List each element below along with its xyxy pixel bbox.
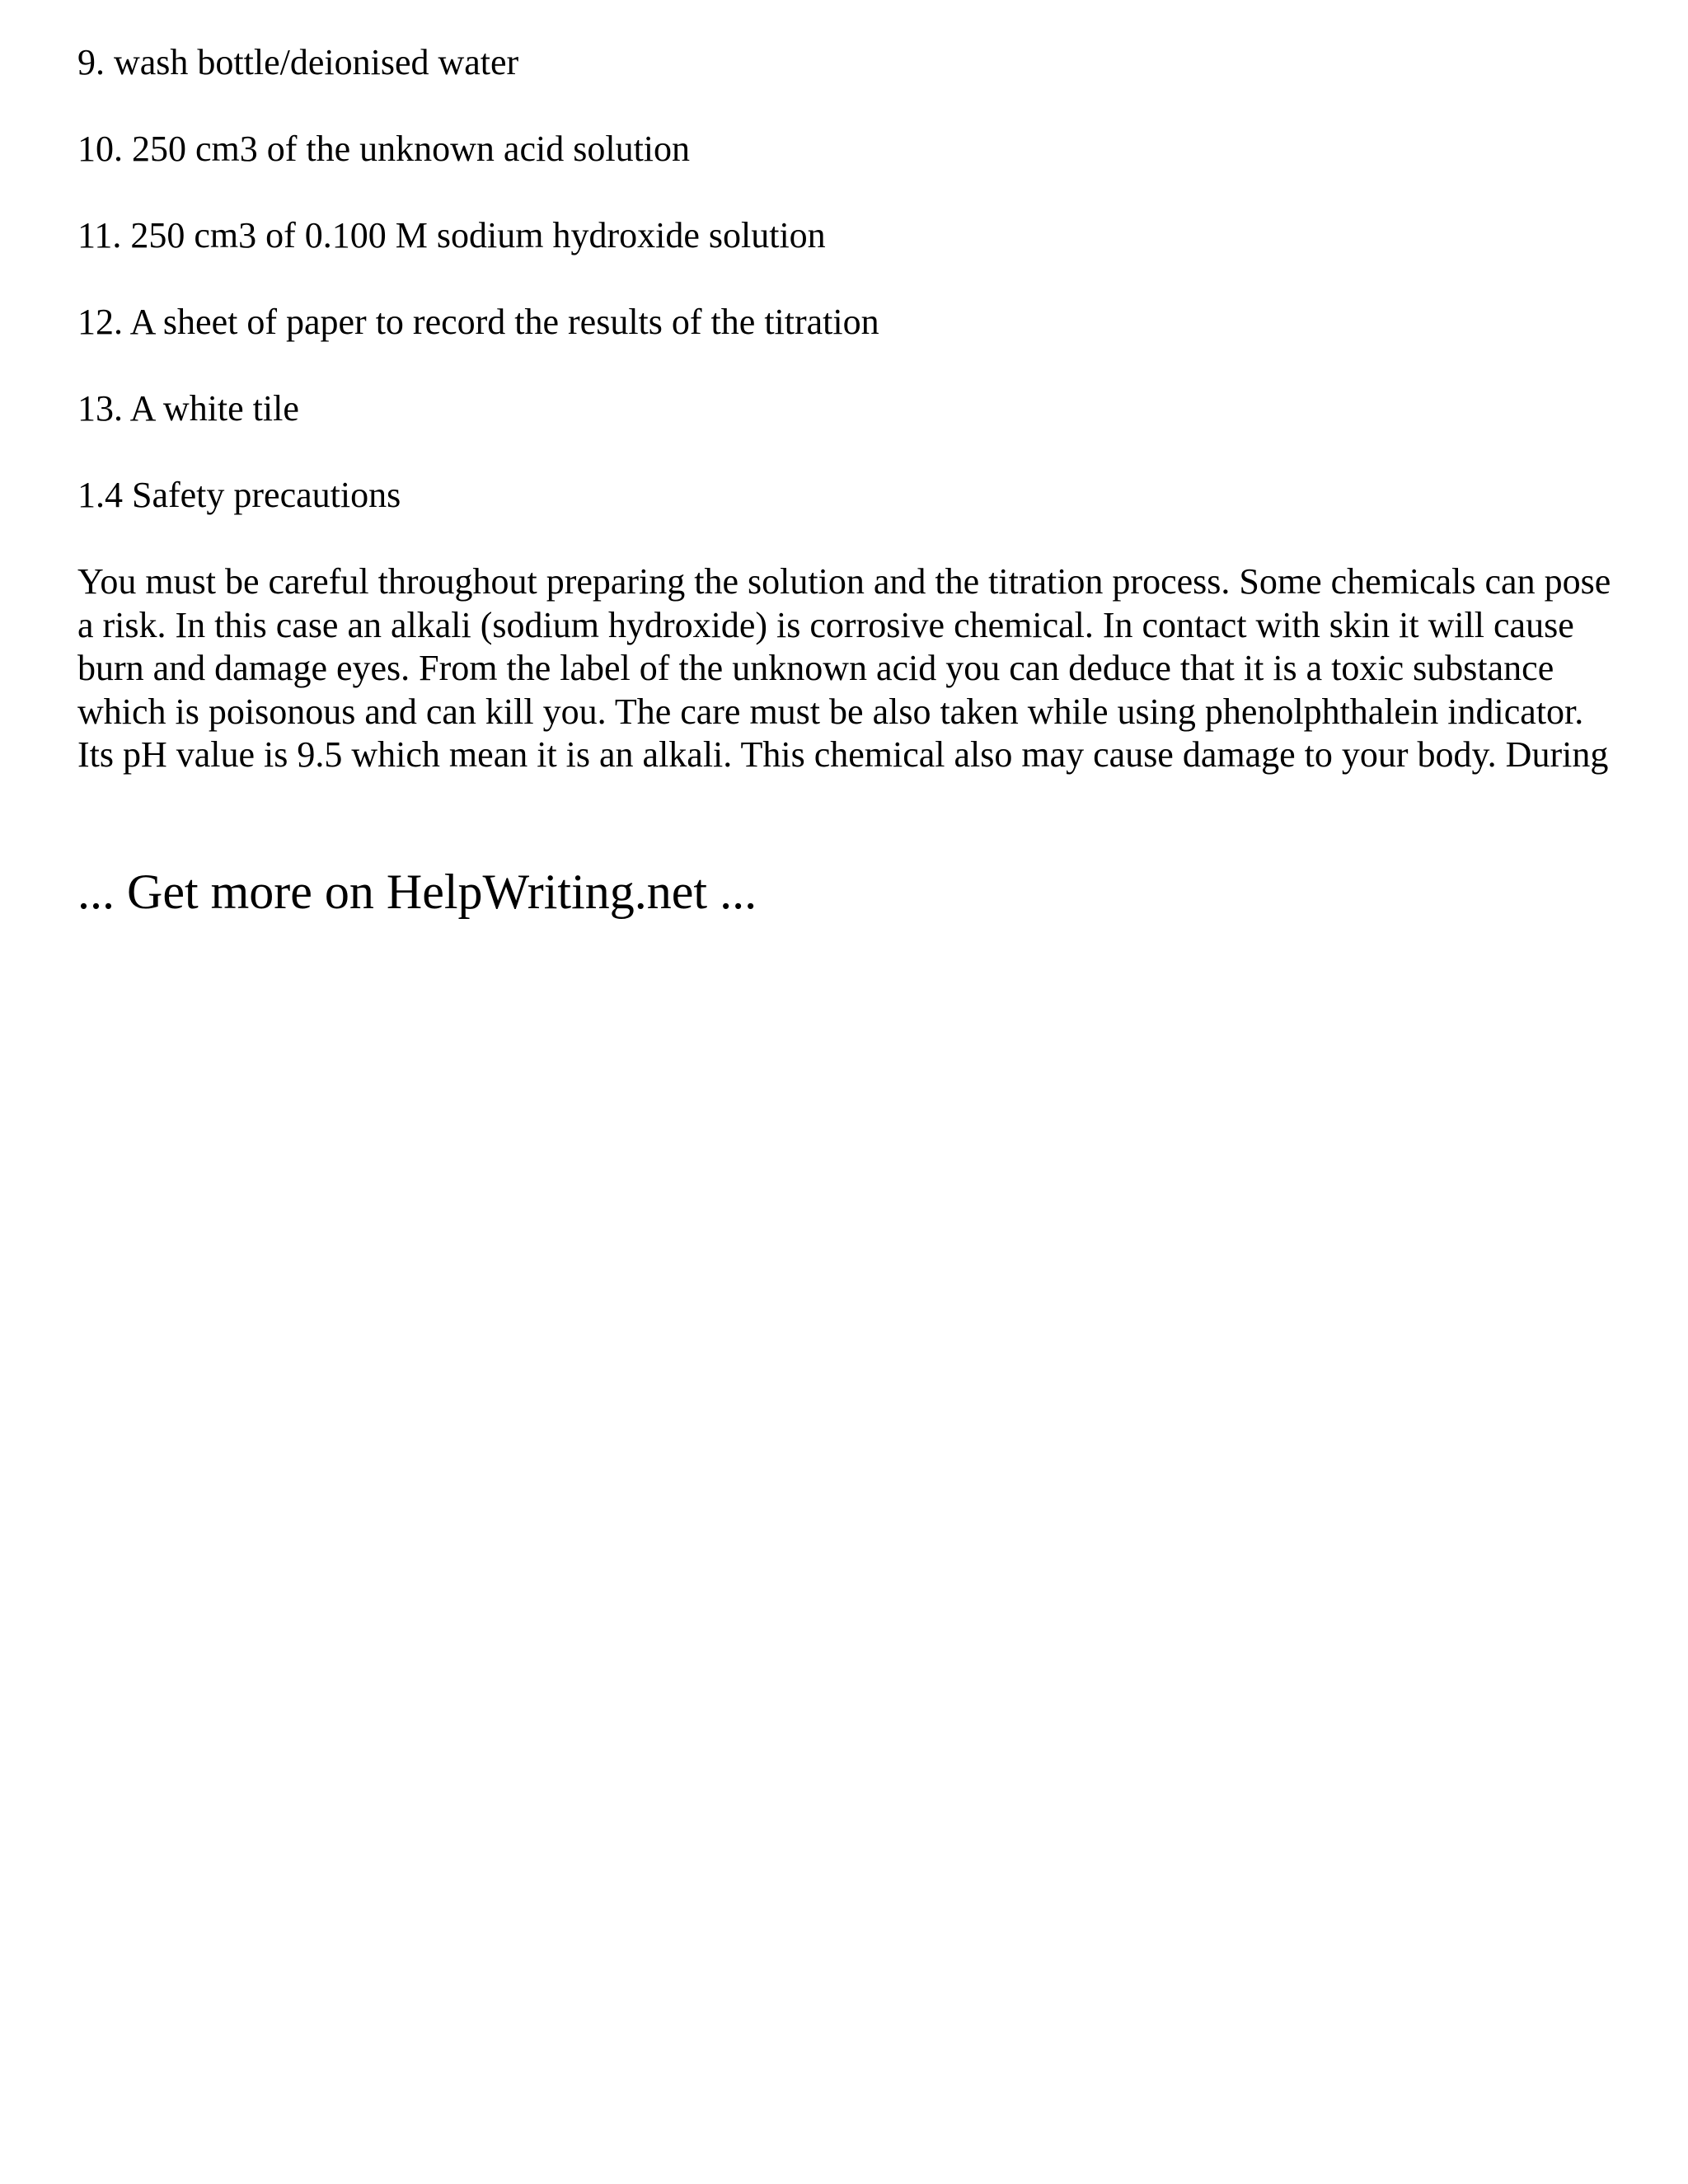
list-item: 12. A sheet of paper to record the results of the titration <box>77 302 879 342</box>
promo-link[interactable]: ... Get more on HelpWriting.net ... <box>77 865 757 919</box>
list-item: 9. wash bottle/deionised water <box>77 42 519 82</box>
section-heading: 1.4 Safety precautions <box>77 475 401 515</box>
list-item: 13. A white tile <box>77 388 299 429</box>
list-item: 11. 250 cm3 of 0.100 M sodium hydroxide solution <box>77 215 826 255</box>
list-item: 10. 250 cm3 of the unknown acid solution <box>77 129 691 169</box>
body-paragraph: You must be careful throughout preparing the solution and the titration process. Some chemicals can pose a risk. In this case an alkali (sodium hydroxide) is corrosive chemical. In contact with skin it will cause burn and damage eyes. From the label of the unknown acid you can deduce that it is a toxic substance which is poisonous and can kill you. The care must be also taken while using phenolphthalein indicator. Its pH value is 9.5 which mean it is an alkali. This chemical also may cause damage to your body. During <box>77 561 1611 775</box>
